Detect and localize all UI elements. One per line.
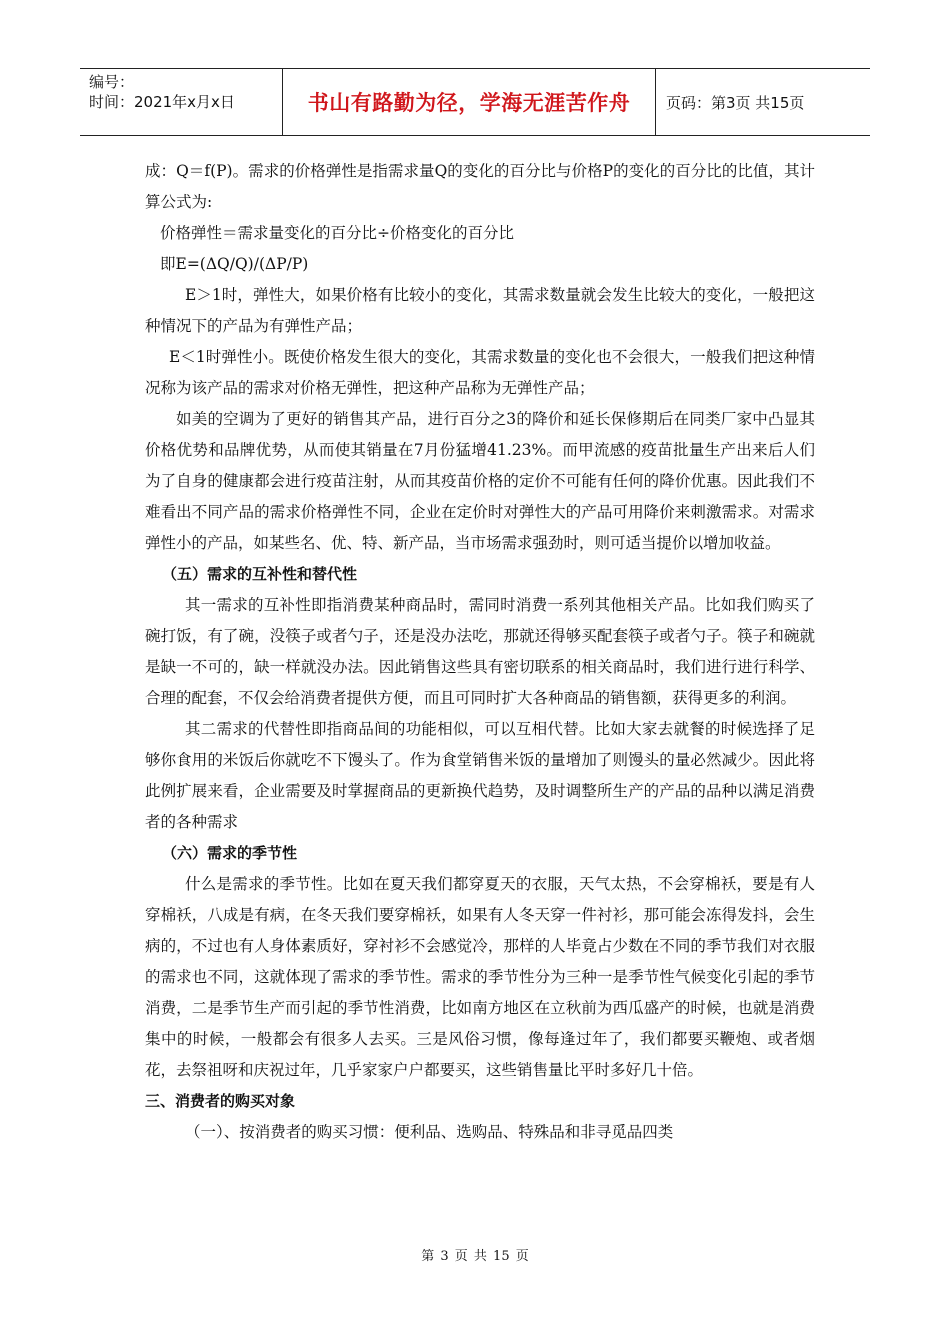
paragraph: 什么是需求的季节性。比如在夏天我们都穿夏天的衣服，天气太热，不会穿棉袄，要是有人穿棉袄，八成是有病，在冬天我们要穿棉袄，如果有人冬天穿一件衬衫，那可能会冻得发抖，会生病的，不过也有人身体素质好，穿衬衫不会感觉冷，那样的人毕竟占少数在不同的季节我们对衣服的需求也不同，这就体现了需求的季节性。需求的季节性分为三种一是季节性气候变化引起的季节消费，二是季节生产而引起的季节性消费，比如南方地区在立秋前为西瓜盛产的时候，也就是消费集中的时候，一般都会有很多人去买。三是风俗习惯，像每逢过年了，我们都要买鞭炮、或者烟花，去祭祖呀和庆祝过年，几乎家家户户都要买，这些销售量比平时多好几十倍。 xyxy=(145,875,815,1079)
page-footer: 第 3 页 共 15 页 xyxy=(421,1249,529,1264)
number-label: 编号： xyxy=(89,73,135,91)
formula: 即E=(ΔQ/Q)/(ΔP/P) xyxy=(160,255,309,273)
formula-text: 价格弹性＝需求量变化的百分比÷价格变化的百分比 xyxy=(160,224,514,242)
paragraph: 其一需求的互补性即指消费某种商品时，需同时消费一系列其他相关产品。比如我们购买了碗打饭，有了碗，没筷子或者勺子，还是没办法吃，那就还得够买配套筷子或者勺子。筷子和碗就是缺一不可的，缺一样就没办法。因此销售这些具有密切联系的相关商品时，我们进行进行科学、合理的配套，不仅会给消费者提供方便，而且可同时扩大各种商品的销售额，获得更多的利润。 xyxy=(145,596,815,707)
paragraph: 成：Q＝f(P)。需求的价格弹性是指需求量Q的变化的百分比与价格P的变化的百分比的比值，其计算公式为: xyxy=(145,162,815,211)
document-body xyxy=(145,156,815,1148)
time-label: 时间：2021年x月x日 xyxy=(89,93,235,111)
paragraph: 如美的空调为了更好的销售其产品，进行百分之3的降价和延长保修期后在同类厂家中凸显其价格优势和品牌优势，从而使其销量在7月份猛增41.23%。而甲流感的疫苗批量生产出来后人们为了自身的健康都会进行疫苗注射，从而其疫苗价格的定价不可能有任何的降价优惠。因此我们不难看出不同产品的需求价格弹性不同，企业在定价时对弹性大的产品可用降价来刺激需求。对需求弹性小的产品，如某些名、优、特、新产品，当市场需求强劲时，则可适当提价以增加收益。 xyxy=(145,410,815,552)
chapter-heading: 三、消费者的购买对象 xyxy=(145,1092,296,1110)
section-heading: （六）需求的季节性 xyxy=(162,844,298,862)
header-table xyxy=(80,68,870,136)
paragraph: 其二需求的代替性即指商品间的功能相似，可以互相代替。比如大家去就餐的时候选择了足够你食用的米饭后你就吃不下馒头了。作为食堂销售米饭的量增加了则馒头的量必然减少。因此将此例扩展来看，企业需要及时掌握商品的更新换代趋势，及时调整所生产的产品的品种以满足消费者的各种需求 xyxy=(145,720,815,831)
paragraph: E＜1时弹性小。既使价格发生很大的变化，其需求数量的变化也不会很大，一般我们把这种情况称为该产品的需求对价格无弹性，把这种产品称为无弹性产品； xyxy=(145,348,815,397)
header-motto: 书山有路勤为径，学海无涯苦作舟 xyxy=(282,69,656,135)
header-page-info: 页码：第3页 共15页 xyxy=(666,93,805,112)
header-meta xyxy=(80,69,282,135)
section-heading: （五）需求的互补性和替代性 xyxy=(162,565,358,583)
paragraph: E＞1时，弹性大，如果价格有比较小的变化，其需求数量就会发生比较大的变化，一般把这种情况下的产品为有弹性产品； xyxy=(145,286,815,335)
paragraph: （一）、按消费者的购买习惯：便利品、选购品、特殊品和非寻觅品四类 xyxy=(185,1123,674,1141)
